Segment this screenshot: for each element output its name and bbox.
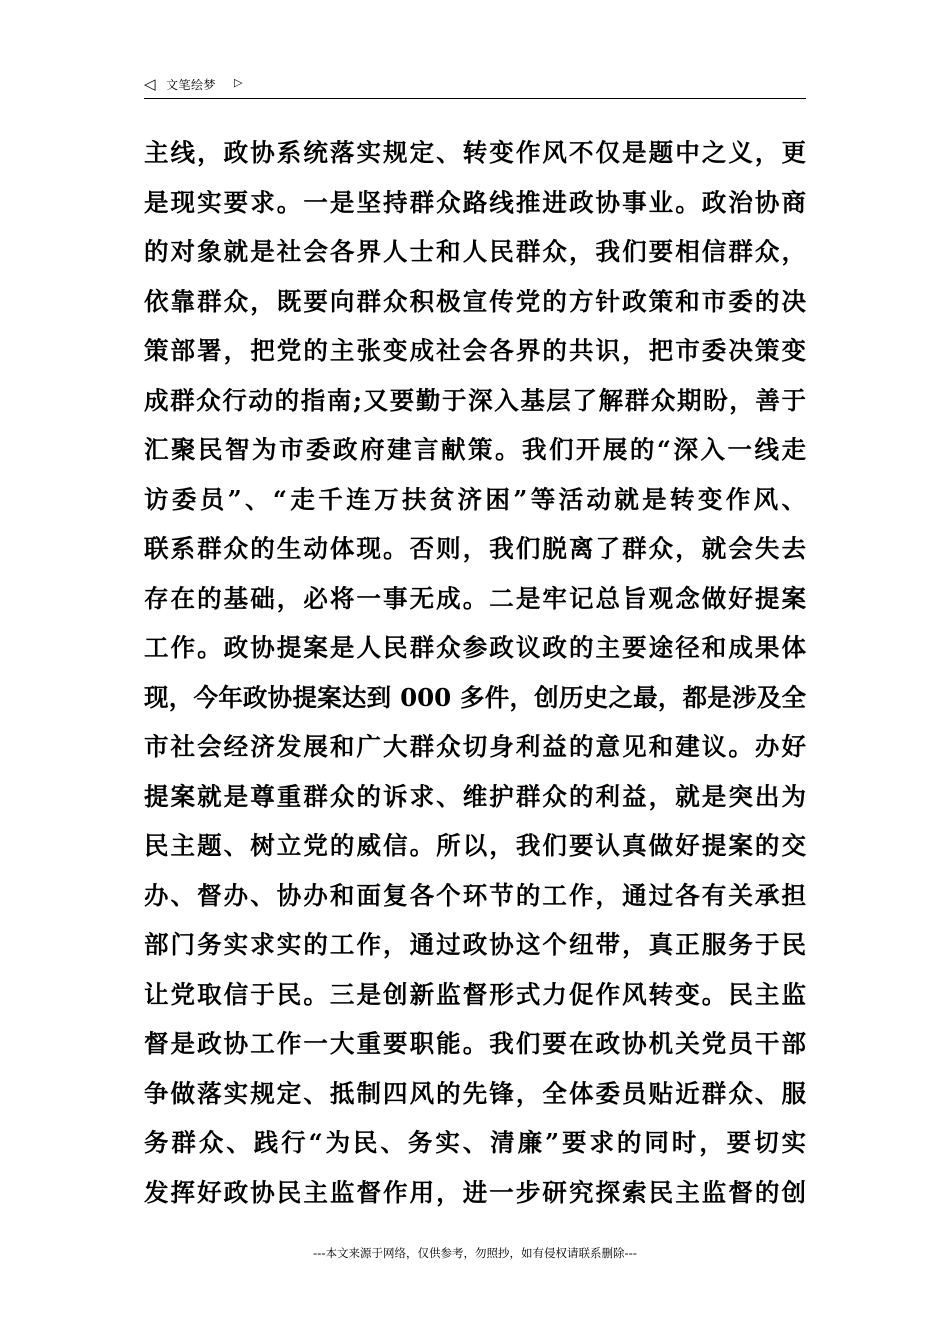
body-line: 督是政协工作一大重要职能。我们要在政协机关党员干部 <box>144 1029 806 1058</box>
body-line: 成群众行动的指南;又要勤于深入基层了解群众期盼，善于 <box>144 385 806 415</box>
body-line: 民主题、树立党的威信。所以，我们要认真做好提案的交 <box>144 831 806 860</box>
body-line: 的对象就是社会各界人士和人民群众，我们要相信群众， <box>144 237 806 266</box>
triangle-right-icon: ▷ <box>234 76 243 89</box>
body-line: 部门务实求实的工作，通过政协这个纽带，真正服务于民 <box>144 930 806 959</box>
body-line: 市社会经济发展和广大群众切身利益的意见和建议。办好 <box>144 732 806 761</box>
body-line: 汇聚民智为市委政府建言献策。我们开展的“深入一线走 <box>144 435 806 464</box>
body-line: 是现实要求。一是坚持群众路线推进政协事业。政治协商 <box>144 187 806 217</box>
body-line: 联系群众的生动体现。否则，我们脱离了群众，就会失去 <box>144 534 806 563</box>
body-line: 策部署，把党的主张变成社会各界的共识，把市委决策变 <box>144 336 806 365</box>
body-line: 让党取信于民。三是创新监督形式力促作风转变。民主监 <box>144 979 806 1009</box>
triangle-left-icon: ◁ <box>144 75 156 93</box>
body-line: 现，今年政协提案达到 000 多件，创历史之最，都是涉及全 <box>144 682 806 712</box>
body-line: 存在的基础，必将一事无成。二是牢记总旨观念做好提案 <box>144 583 806 613</box>
footer-notice: ---本文来源于网络，仅供参考，勿照抄，如有侵权请联系删除--- <box>313 1246 637 1260</box>
page-header <box>144 74 806 99</box>
body-line: 主线，政协系统落实规定、转变作风不仅是题中之义，更 <box>144 138 806 167</box>
body-line: 依靠群众，既要向群众积极宣传党的方针政策和市委的决 <box>144 286 806 316</box>
body-text <box>144 128 806 1217</box>
body-line: 办、督办、协办和面复各个环节的工作，通过各有关承担 <box>144 880 806 910</box>
body-line: 发挥好政协民主监督作用，进一步研究探索民主监督的创 <box>144 1177 806 1207</box>
body-line: 务群众、践行“为民、务实、清廉”要求的同时，要切实 <box>144 1128 806 1157</box>
header-brand: 文笔绘梦 <box>166 78 217 92</box>
body-line: 提案就是尊重群众的诉求、维护群众的利益，就是突出为 <box>144 781 806 811</box>
body-line: 工作。政协提案是人民群众参政议政的主要途径和成果体 <box>144 633 806 662</box>
body-line: 访委员”、“走千连万扶贫济困”等活动就是转变作风、 <box>144 484 806 514</box>
body-line: 争做落实规定、抵制四风的先锋，全体委员贴近群众、服 <box>144 1078 806 1108</box>
